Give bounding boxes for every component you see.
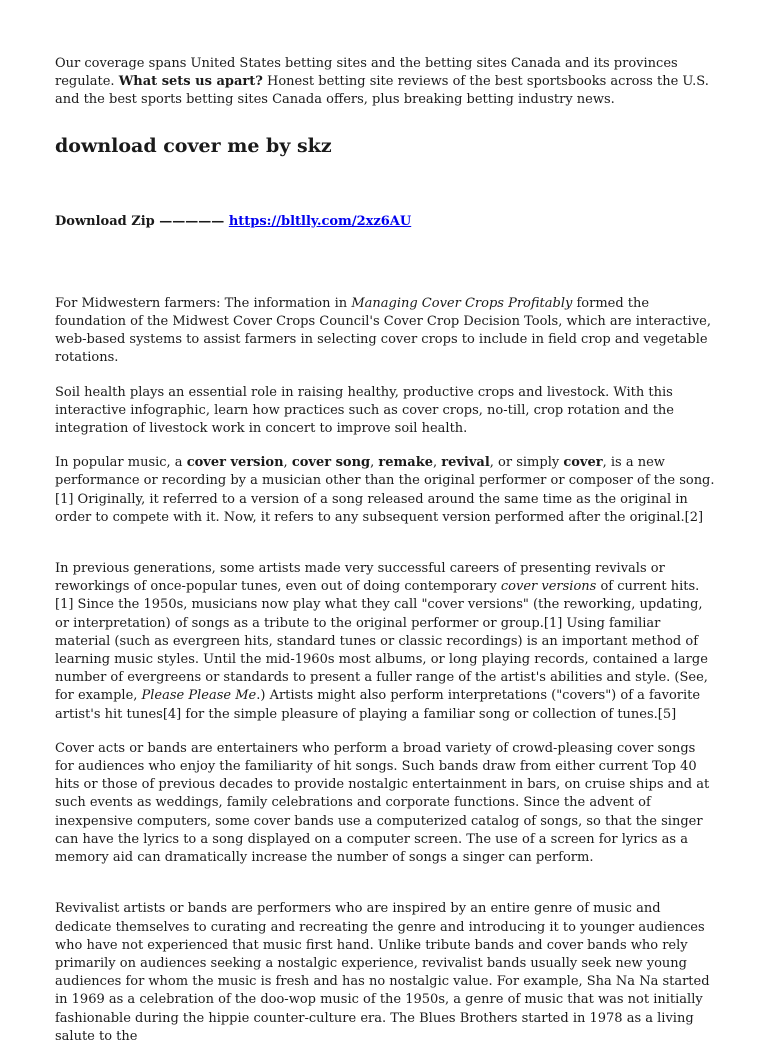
paragraph-previous-generations — [55, 560, 717, 724]
intro-text: Our coverage spans United States betting sites and the betting sites Canada and its provinces regulate. — [55, 56, 678, 90]
paragraph-text: of current hits.[1] Since the 1950s, musicians now play what they call "cover versions" (the reworking, updating, or interpretation) of songs as a tribute to the original performer or group.[1] Using familiar material (such as evergreen hits, standard tunes or classic recordings) is an important method of learning music styles. Until the mid-1960s most albums, or long playing records, contained a large number of evergreens or standards to present a fuller range of the artist's abilities and style. (See, for example, — [55, 579, 708, 704]
separator: , — [370, 455, 379, 471]
intro-paragraph — [55, 55, 717, 110]
term-bold: revival — [441, 455, 490, 471]
paragraph-soil-health: Soil health plays an essential role in raising healthy, productive crops and livestock. With this interactive infographic, learn how practices such as cover crops, no-till, crop rotation and the integration of livestock work in concert to improve soil health. — [55, 384, 674, 437]
paragraph-text: formed the foundation of the Midwest Cover Crops Council's Cover Crop Decision Tools, which are interactive, web-based systems to assist farmers in selecting cover crops to include in field crop and vegetable rotations. — [55, 295, 711, 366]
download-link[interactable]: https://bltlly.com/2xz6AU — [228, 213, 412, 229]
download-line — [55, 213, 717, 231]
paragraph-cover-crops — [55, 295, 717, 368]
book-title: Managing Cover Crops Profitably — [351, 295, 573, 311]
term-bold: remake — [378, 455, 433, 471]
album-title: Please Please Me — [141, 688, 257, 704]
term-bold: cover — [563, 455, 603, 471]
separator: , — [283, 455, 292, 471]
separator: , — [432, 455, 442, 471]
intro-text-continued: Honest betting site reviews of the best sportsbooks across the U.S. and the best sports betting sites Canada offers, plus breaking betting industry news. — [55, 74, 709, 108]
download-label: Download Zip ————— — [55, 213, 229, 229]
paragraph-cover-acts: Cover acts or bands are entertainers who perform a broad variety of crowd-pleasing cover songs for audiences who enjoy the familiarity of hit songs. Such bands draw from either current Top 40 hits or those of previous decades to provide nostalgic entertainment in bars, on cruise ships and at such events as weddings, family celebrations and corporate functions. Since the advent of inexpensive computers, some cover bands use a computerized catalog of songs, so that the singer can have the lyrics to a song displayed on a computer screen. The use of a screen for lyrics as a memory aid can dramatically increase the number of songs a singer can perform. — [55, 740, 710, 866]
paragraph-revivalist: Revivalist artists or bands are performers who are inspired by an entire genre of music and dedicate themselves to curating and recreating the genre and introducing it to younger audiences who have not experienced that music first hand. Unlike tribute bands and cover bands who rely primarily on audiences seeking a nostalgic experience, revivalist bands usually seek new young audiences for whom the music is fresh and has no nostalgic value. For example, Sha Na Na started in 1969 as a celebration of the doo-wop music of the 1950s, a genre of music that was not initially fashionable during the hippie counter-culture era. The Blues Brothers started in 1978 as a living salute to the — [55, 901, 710, 1044]
paragraph-text: In previous generations, some artists made very successful careers of presenting revivals or reworkings of once-popular tunes, even out of doing contemporary — [55, 561, 665, 595]
paragraph-text: In popular music, a — [55, 455, 187, 471]
separator: , or simply — [489, 455, 564, 471]
paragraph-text: For Midwestern farmers: The information in — [55, 295, 352, 311]
intro-bold-text: What sets us apart? — [118, 74, 263, 90]
paragraph-cover-version — [55, 454, 717, 527]
document-page — [55, 55, 717, 1062]
page-title: download cover me by skz — [55, 134, 332, 157]
paragraph-text: , is a new performance or recording by a musician other than the original performer or composer of the song.[1] Originally, it referred to a version of a song released around the same time as the original in order to compete with it. Now, it refers to any subsequent version performed after the original.[2] — [55, 455, 715, 525]
term-bold: cover song — [291, 455, 371, 471]
italic-term: cover versions — [500, 579, 597, 595]
paragraph-text: .) Artists might also perform interpretations ("covers") of a favorite artist's hit tunes[4] for the simple pleasure of playing a familiar song or collection of tunes.[5] — [55, 688, 701, 722]
term-bold: cover version — [186, 455, 284, 471]
